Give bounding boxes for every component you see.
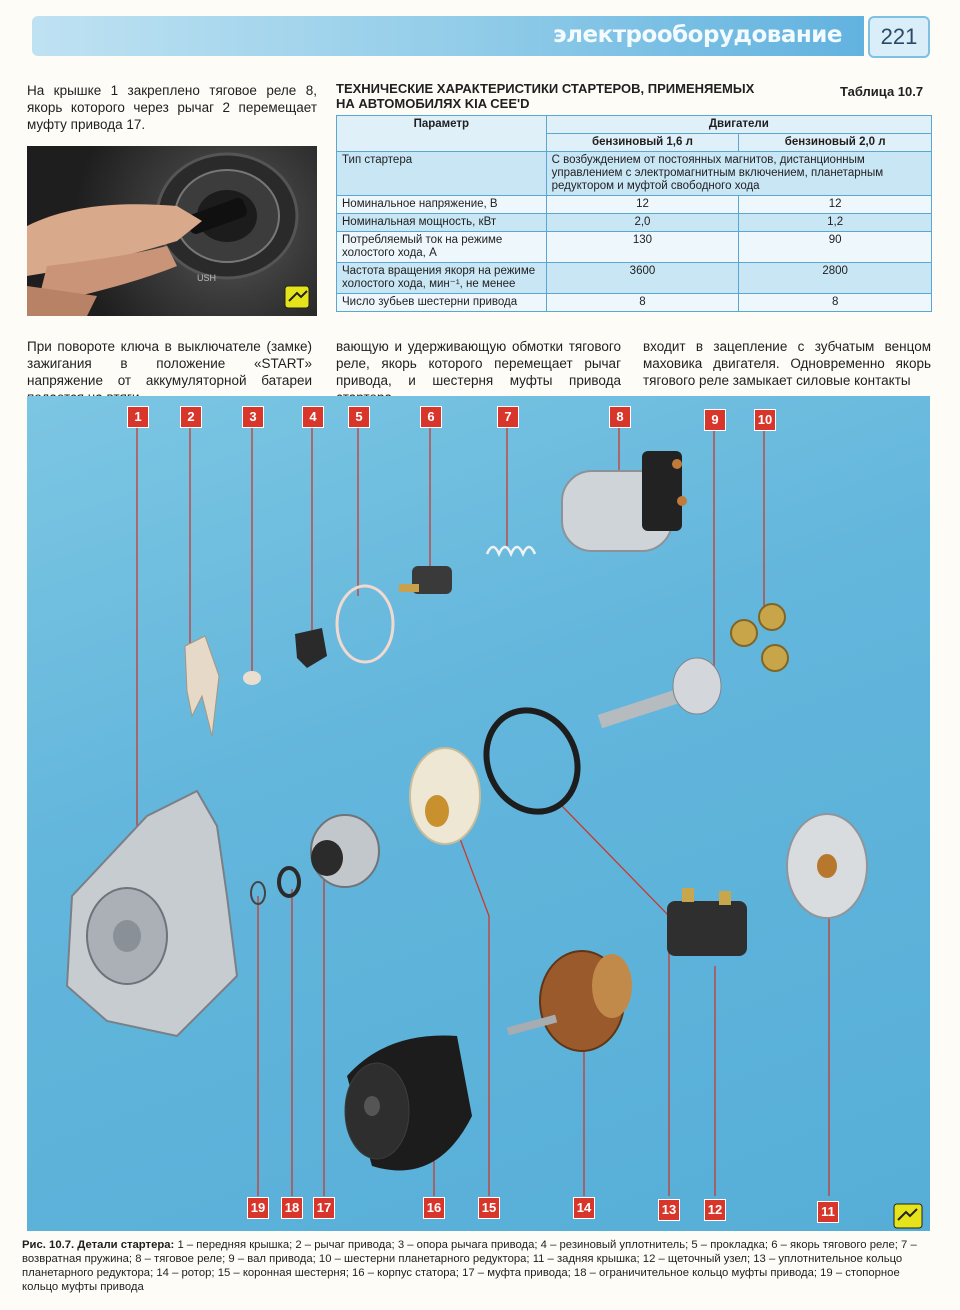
callout-4: 4 [302, 406, 324, 428]
table-row [337, 152, 932, 196]
rear-cover-part [787, 814, 867, 918]
starter-parts-illustration [27, 396, 930, 1231]
row-value-1: 130 [546, 232, 739, 263]
ignition-photo [27, 146, 317, 316]
callout-13: 13 [658, 1199, 680, 1221]
drive-shaft-part [598, 658, 721, 728]
row-value-2: 12 [739, 196, 932, 214]
ignition-illustration [27, 146, 317, 316]
stator-housing-part [345, 1036, 472, 1171]
relay-armature-part [399, 566, 452, 594]
table-row [337, 294, 932, 312]
callout-10: 10 [754, 409, 776, 431]
rubber-seal-part [295, 628, 327, 668]
callout-7: 7 [497, 406, 519, 428]
figure-caption [22, 1238, 934, 1294]
text-column-2: вающую и удерживающую обмотки тягового реле, якорь которого перемещает рычаг привода, и шестерня муфты привода [336, 339, 621, 388]
header-engine-2: бензиновый 2,0 л [739, 134, 932, 152]
text-column-1: При повороте ключа в выключателе (замке) зажигания в положение «START» напряжение от аккумуляторной батареи [27, 339, 312, 388]
text-column-3: входит в зацепление с зубчатым венцом маховика двигателя. Одновременно якорь тягового реле замыкает силовые контакты [643, 339, 931, 388]
planetary-gears-part [731, 604, 788, 671]
front-cover-part [67, 791, 237, 1036]
gasket-part [337, 586, 393, 662]
callout-3: 3 [242, 406, 264, 428]
planetary-seal-ring-part [470, 695, 594, 826]
manual-logo-badge [894, 1204, 922, 1228]
callout-15: 15 [478, 1197, 500, 1219]
row-param: Номинальное напряжение, В [337, 196, 547, 214]
header-param: Параметр [337, 116, 547, 152]
caption-text: 1 – передняя крышка; 2 – рычаг привода; 3 – опора рычага привода; 4 – резиновый уплотнитель; 5 – прокладка; 6 – якорь тягового реле; 7 – возвратная пружина; 8 – тяговое реле; 9 – вал привода; 10 – шестерни планетарного редуктора; 11 – задняя крышка; 12 – щеточный узел; 13 – уплотнительное кольцо планетарного редуктора; 14 – ротор; 15 – коронная шестерня; 16 – корпус статора; 17 – муфта привода; 18 – ограничительное кольцо муфты привода; 19 – стопорное кольцо муфты привода [22, 1239, 917, 1293]
spec-table [336, 115, 932, 312]
row-value-1: 3600 [546, 263, 739, 294]
row-value-1: 12 [546, 196, 739, 214]
callout-11: 11 [817, 1201, 839, 1223]
caption-lead: Рис. 10.7. Детали стартера: [22, 1239, 175, 1251]
callout-16: 16 [423, 1197, 445, 1219]
row-param: Число зубьев шестерни привода [337, 294, 547, 312]
callout-2: 2 [180, 406, 202, 428]
table-row [337, 196, 932, 214]
callout-6: 6 [420, 406, 442, 428]
table-row [337, 214, 932, 232]
starter-exploded-figure [27, 396, 930, 1231]
row-value-2: 90 [739, 232, 932, 263]
header-engine-1: бензиновый 1,6 л [546, 134, 739, 152]
callout-5: 5 [348, 406, 370, 428]
intro-paragraph: На крышке 1 закреплено тяговое реле 8, якорь которого через рычаг 2 перемещает муфту привода 17. [27, 83, 317, 132]
row-value-1: 2,0 [546, 214, 739, 232]
page-number: 221 [868, 16, 930, 58]
lock-lettering: USH [197, 273, 217, 283]
row-param: Тип стартера [337, 152, 547, 196]
callout-18: 18 [281, 1197, 303, 1219]
callout-1: 1 [127, 406, 149, 428]
row-param: Частота вращения якоря на режиме холостого хода, мин⁻¹, не менее [337, 263, 547, 294]
table-row [337, 263, 932, 294]
callout-14: 14 [573, 1197, 595, 1219]
callout-17: 17 [313, 1197, 335, 1219]
limiting-ring-part [279, 868, 299, 896]
traction-relay-part [562, 451, 687, 551]
row-value-2: 1,2 [739, 214, 932, 232]
row-param: Номинальная мощность, кВт [337, 214, 547, 232]
drive-clutch-part [311, 815, 379, 887]
callout-8: 8 [609, 406, 631, 428]
return-spring-part [487, 547, 535, 554]
table-row [337, 232, 932, 263]
callout-19: 19 [247, 1197, 269, 1219]
row-value-2: 8 [739, 294, 932, 312]
lock-positions-label: LOCK / START [177, 166, 184, 167]
drive-lever-part [185, 636, 219, 736]
row-merged-value: С возбуждением от постоянных магнитов, дистанционным управлением с электромагнитным включением, планетарным редуктором и муфтой свободного хода [546, 152, 931, 196]
ring-gear-part [410, 748, 480, 844]
section-title: электрооборудование [553, 22, 842, 48]
row-value-2: 2800 [739, 263, 932, 294]
brush-holder-part [667, 888, 747, 956]
header-band [32, 16, 864, 56]
header-engines: Двигатели [546, 116, 931, 134]
rotor-part [507, 951, 632, 1051]
row-param: Потребляемый ток на режиме холостого хода, А [337, 232, 547, 263]
table-label: Таблица 10.7 [840, 84, 924, 99]
table-title: ТЕХНИЧЕСКИЕ ХАРАКТЕРИСТИКИ СТАРТЕРОВ, ПРИМЕНЯЕМЫХ НА АВТОМОБИЛЯХ KIA CEE'D [336, 81, 755, 111]
callout-9: 9 [704, 409, 726, 431]
callout-12: 12 [704, 1199, 726, 1221]
lever-support-part [243, 671, 261, 685]
row-value-1: 8 [546, 294, 739, 312]
